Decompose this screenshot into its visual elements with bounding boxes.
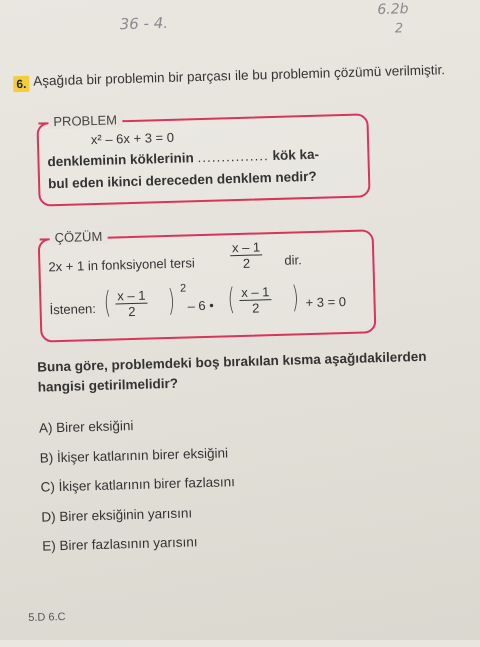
equation-tail: + 3 = 0	[305, 294, 347, 311]
option-c[interactable]: C) İkişer katlarının birer fazlasını	[40, 474, 236, 495]
right-paren-2: )	[291, 280, 300, 316]
fraction-2-denominator: 2	[251, 300, 260, 316]
blank-dots: ...............	[197, 148, 269, 166]
solution-box	[38, 229, 377, 342]
problem-line-2: bul eden ikinci dereceden denklem nedir?	[47, 168, 317, 192]
option-a[interactable]: A) Birer eksiğini	[38, 418, 134, 436]
question-prompt: Buna göre, problemdeki boş bırakılan kısma aşağıdakilerden hangisi getirilmelidir?	[37, 348, 427, 395]
fraction-2-numerator: x – 1	[239, 284, 272, 301]
handwritten-note-right-sub: 2	[394, 21, 404, 37]
fraction-2	[239, 284, 272, 317]
question-number: 6.	[13, 76, 29, 92]
solution-line-1-prefix: 2x + 1 in fonksiyonel tersi	[48, 255, 195, 275]
question-intro: Aşağıda bir problemin bir parçası ile bu problemin çözümü verilmiştir.	[33, 62, 446, 89]
option-e[interactable]: E) Birer fazlasının yarısını	[42, 534, 198, 554]
minus-six: – 6 •	[187, 297, 215, 314]
answer-key-footer: 5.D 6.C	[28, 610, 66, 625]
inverse-fraction	[230, 239, 263, 272]
solution-label: ÇÖZÜM	[49, 229, 107, 246]
option-b[interactable]: B) İkişer katlarının birer eksiğini	[39, 444, 229, 466]
problem-equation: x² – 6x + 3 = 0	[90, 129, 175, 148]
istenen-label: İstenen:	[49, 301, 97, 318]
solution-line-1-suffix: dir.	[284, 252, 302, 268]
fraction-1-numerator: x – 1	[115, 288, 148, 305]
left-paren-2: (	[227, 282, 236, 318]
problem-line-1-left: denkleminin köklerinin	[47, 150, 194, 170]
handwritten-note-right: 6.2b	[377, 1, 409, 19]
problem-line-1-right: kök ka-	[272, 146, 320, 164]
fraction-denominator: 2	[242, 255, 251, 271]
left-paren-1: (	[103, 285, 112, 321]
answer-options	[39, 412, 237, 565]
option-d[interactable]: D) Birer eksiğinin yarısını	[41, 504, 193, 525]
fraction-1-denominator: 2	[127, 303, 136, 320]
exponent: 2	[179, 282, 187, 295]
fraction-numerator: x – 1	[230, 239, 263, 256]
handwritten-note-left: 36 - 4.	[119, 13, 169, 34]
right-paren-1: )	[167, 283, 176, 320]
problem-label: PROBLEM	[48, 112, 122, 129]
fraction-1	[115, 288, 148, 321]
